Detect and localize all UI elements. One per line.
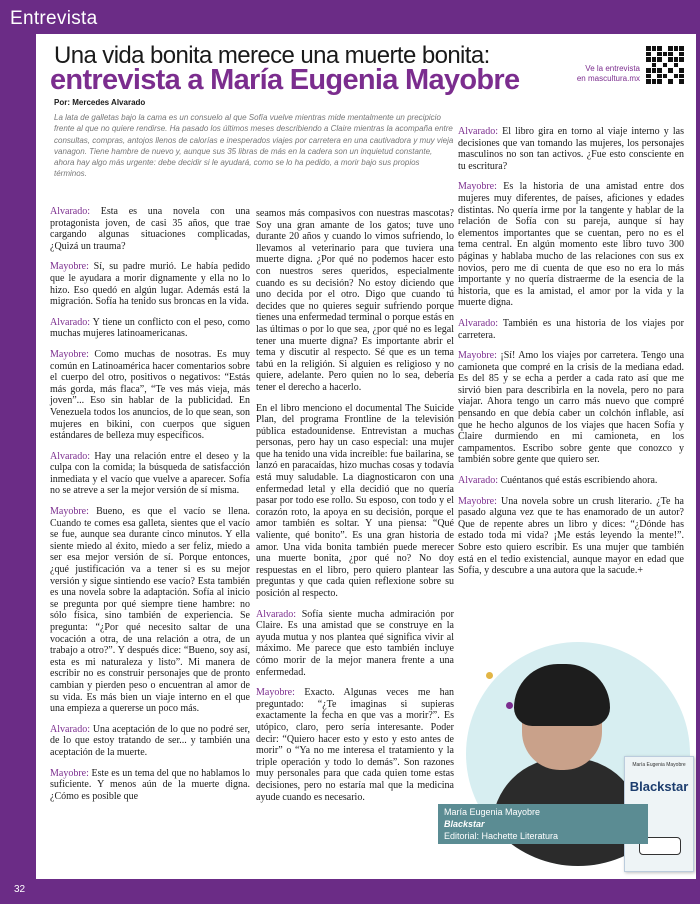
interviewee-label: Mayobre: (458, 181, 497, 193)
paragraph-text: Y tiene un conflicto con el peso, como muchas mujeres latinoamericanas. (50, 316, 250, 340)
interview-paragraph (50, 261, 250, 307)
interviewer-label: Alvarado: (50, 723, 90, 735)
decorative-dot (506, 702, 513, 709)
intro-paragraph: La lata de galletas bajo la cama es un consuelo al que Sofía vuelve mientras mide mentalmente un precipicio frente al que no quiere rendirse. Ha pasado los últimos meses describiendo a Claire mientras la acompaña entre consultas, compras, antojos llenos de calorías e inesperados viajes por carretera en una cautivadora y muy vieja vanagon. Tiene hambre de nuevo y, aunque sus 35 libras de más en la cadera son un inquietud constante, ahora hay algo más urgente: debe decidir si le ayudará, como se lo ha pedido, a morir bajo sus propios términos. (54, 113, 454, 179)
interview-paragraph (50, 451, 250, 497)
byline: Por: Mercedes Alvarado (54, 98, 146, 107)
interviewee-label: Mayobre: (458, 495, 497, 507)
interviewer-label: Alvarado: (256, 608, 296, 620)
interviewee-label: Mayobre: (458, 350, 497, 362)
page-number: 32 (14, 884, 26, 895)
interview-paragraph (256, 609, 454, 679)
interviewer-label: Alvarado: (50, 316, 90, 328)
paragraph-text: Sofía siente mucha admiración por Claire. Es una amistad que se construye en la ayuda mutua y nos plantea qué significa vivir al máximo. Me parece que esto también incluye cómo morir de la mejor manera frente a una enfermedad. (256, 608, 454, 678)
caption-book: Blackstar (444, 819, 485, 829)
interview-paragraph (50, 506, 250, 715)
paragraph-text: Es la historia de una amistad entre dos mujeres muy diferentes, de países, aficiones y edades distintas. No quería irme por la tangente y hablar de la relación de Sofía con su pareja, aunque sí hay elementos importantes que se cuentan, pero no es el tema central. En algún momento este libro tuvo 300 páginas y hablaba mucho de las relaciones con sus ex novios, pero me di cuenta de que eso no era lo más importante y no quería distraerme de la esencia de la historia, que es la amistad, el amor por la vida y la muerte digna. (458, 181, 685, 309)
paragraph-text: Esta es una novela con una protagonista joven, de casi 35 años, que trae cargando algunas situaciones complicadas, ¿Quizá un trauma? (50, 206, 250, 252)
interview-paragraph (458, 496, 684, 577)
paragraph-text: Hay una relación entre el deseo y la culpa con la comida; la búsqueda de satisfacción inmediata y el vacío que vuelve a aparecer. Sofía no se atreve a ser la mejor versión de sí misma. (50, 450, 250, 497)
interview-paragraph (458, 181, 684, 309)
caption-name: María Eugenia Mayobre (444, 807, 541, 817)
headline-line-1: Una vida bonita merece una muerte bonita: (54, 42, 490, 69)
paragraph-text: ¡Sí! Amo los viajes por carretera. Tengo una camioneta que compré en la crisis de la mediana edad. Es del 85 y se echa a perder a cada rato así que me sirvió bien para describirla en la novela, pero no para viajar. Ahora tengo un carro más nuevo que compré pensando en que debía caber un colchón inflable, así que he hecho algunos de los viajes que hacen Sofía y Claire durmiendo en mi camioneta, en los campamentos. Escribo sobre gente que conozco y también sobre gente que quiero ser. (458, 350, 685, 466)
paragraph-text: También es una historia de los viajes por carretera. (458, 317, 684, 341)
paragraph-text: Cuéntanos qué estás escribiendo ahora. (500, 475, 658, 487)
interviewer-label: Alvarado: (50, 206, 90, 217)
interview-paragraph (50, 724, 250, 759)
interviewer-label: Alvarado: (458, 475, 498, 487)
qr-code-icon[interactable] (646, 46, 684, 84)
interviewer-label: Alvarado: (458, 126, 498, 137)
interview-paragraph (50, 206, 250, 252)
paragraph-text: Este es un tema del que no hablamos lo suficiente. Y menos aún de la muerte digna. ¿Cómo es posible que (50, 767, 251, 802)
paragraph-text: seamos más compasivos con nuestras mascotas? Soy una gran amante de los gatos; tuve uno durante 20 años y cuando lo vimos sufriendo, lo llevamos al veterinario para que tuviera una muerte digna. ¿Por qué no podemos hacer esto con nuestros seres queridos, especialmente cuando es su decisión? No estoy diciendo que uno decida por el otro. Digo que cuando tú decides que no quieres seguir sufriendo porque tienes una enfermedad terminal o porque estás en las últimas o por lo que sea, ¿por qué no es legal tener una muerte digna? Es importante abrir el tema y discutir al respecto. Sé que es un tema tabú en la religión. Si alguien es religioso y no quiere, adelante. Pero quien no lo sea, debería tener el derecho a hacerlo. (256, 208, 454, 393)
author-hair-shape (514, 664, 610, 726)
interviewee-label: Mayobre: (50, 348, 89, 360)
interview-paragraph (50, 317, 250, 340)
paragraph-text: Una aceptación de lo que no podré ser, de lo que estoy tratando de ser... y también una aceptación de la muerte. (50, 723, 251, 758)
interviewee-label: Mayobre: (50, 506, 89, 518)
interview-paragraph (458, 475, 684, 487)
paragraph-text: Exacto. Algunas veces me han preguntado: “¿Te imaginas si supieras exactamente la fecha en que vas a morir?”. Es utópico, claro, pero sería interesante. Poder decir: “Quiero hacer esto y esto y esto antes de morir” o “Ya no me interesa el tratamiento y la triple operación y todo lo demás”. Son razones muy personales para que cada quien tome estas decisiones, pero no estaría mal que la medicina ayude cuando es necesario. (256, 687, 455, 803)
article-page (36, 34, 696, 879)
decorative-dot (486, 672, 493, 679)
caption-publisher: Editorial: Hachette Literatura (444, 831, 559, 841)
paragraph-text: Bueno, es que el vacío se llena. Cuando te comes esa galleta, sientes que el vacío se fue, aunque sea durante cinco minutos. Y ella siente miedo al éxito, miedo a ser feliz, miedo a ser esa mejor versión de sí. Porque entonces, ¿qué justificación va a tener si es su mejor versión y sigue sintiendo ese vacío? Esta también es una novela sobre la adaptación. Sofía al inicio se pregunta por qué siempre tiene hambre: no sólo física, sino también de experiencia. Se pregunta: “¿Por qué necesito saltar de una vocación a otra, de una relación a otra, de un trabajo a otro?”. Y después dice: “Bueno, soy así, esta es mi naturaleza y listo”. Mi manera de escribir no es construir personajes que de pronto cambian y pierden peso o encuentran al amor de su vida. Es más bien un viaje interno en el que una empieza a quererse un poco más. (50, 506, 251, 715)
paragraph-text: Como muchas de nosotras. Es muy común en Latinoamérica hacer comentarios sobre el cuerpo del otro, positivos o negativos: “Estás más gorda, más flaca”, “Te ves más vieja, más joven”... Eso sin hablar de la publicidad. En Venezuela todos los anuncios, de lo que sean, son mujeres en bikini, con cuerpos que siguen estándares de belleza muy específicos. (50, 348, 251, 442)
promo-line-1: Ve la entrevista (585, 64, 640, 73)
interview-paragraph (458, 126, 684, 172)
book-cover-title: Blackstar (629, 779, 689, 794)
interview-paragraph (50, 768, 250, 803)
interviewee-label: Mayobre: (256, 687, 295, 699)
interviewer-label: Alvarado: (458, 317, 498, 329)
section-label: Entrevista (10, 8, 98, 29)
interview-paragraph (50, 349, 250, 442)
paragraph-text: En el libro menciono el documental The Suicide Plan, del programa Frontline de la televisión pública estadounidense. Entrevistan a muchas personas, pero hay un caso especial: una mujer que ha tenido una vida increíble: fue bailarina, se lanzó en paracaídas, hizo muchas cosas y todavía está muy saludable. La diagnosticaron con una enfermedad letal y ella decidió que no quería pasar por todo ese rollo. Su esposo, con todo y el corazón roto, la apoya en su decisión, porque el amor también es soltar. Y una piensa: “Qué valiente, qué bonito”. Es una gran historia de amor. Una vida bonita también puede merecer una muerte bonita, ¿por qué no? No doy respuestas en el libro, pero quiero plantear las preguntas y que cada quien reflexione sobre su posición al respecto. (256, 402, 454, 599)
promo-text[interactable] (572, 64, 640, 84)
paragraph-text: Una novela sobre un crush literario. ¿Te ha pasado alguna vez que te has enamorado de un autor? Que de repente abres un libro y dices: “¿Dónde has estado toda mi vida? ¡Me estás leyendo la mente!”. Sobre esto quiero escribir. Es una mujer que también está en el tedio existencial, aunque mayor en edad que Sofía, y descubre a una autora que la sacude.+ (458, 495, 684, 577)
headline-line-2: entrevista a María Eugenia Mayobre (50, 64, 520, 96)
paragraph-text: Sí, su padre murió. Le había pedido que le ayudara a morir dignamente y ella no lo hizo. Eso quedó en algún lugar. Además está la migración. Sofía ha tenido sus broncas en la vida. (50, 261, 250, 308)
photo-caption (438, 804, 648, 844)
interview-paragraph (256, 208, 454, 394)
promo-line-2: en mascultura.mx (576, 74, 640, 83)
interview-paragraph (256, 403, 454, 600)
paragraph-text: El libro gira en torno al viaje interno y las decisiones que van tomando las mujeres, los personajes masculinos no son tan activos. ¿Fue esto consciente en tu escritura? (458, 126, 685, 172)
column-3 (458, 126, 684, 586)
column-2 (256, 208, 454, 812)
column-1 (50, 206, 250, 811)
book-cover-author: María Eugenia Mayobre (632, 762, 686, 768)
interview-paragraph (256, 687, 454, 803)
interviewer-label: Alvarado: (50, 450, 90, 462)
interview-paragraph (458, 318, 684, 341)
interviewee-label: Mayobre: (50, 261, 89, 273)
interviewee-label: Mayobre: (50, 767, 89, 779)
interview-paragraph (458, 350, 684, 466)
